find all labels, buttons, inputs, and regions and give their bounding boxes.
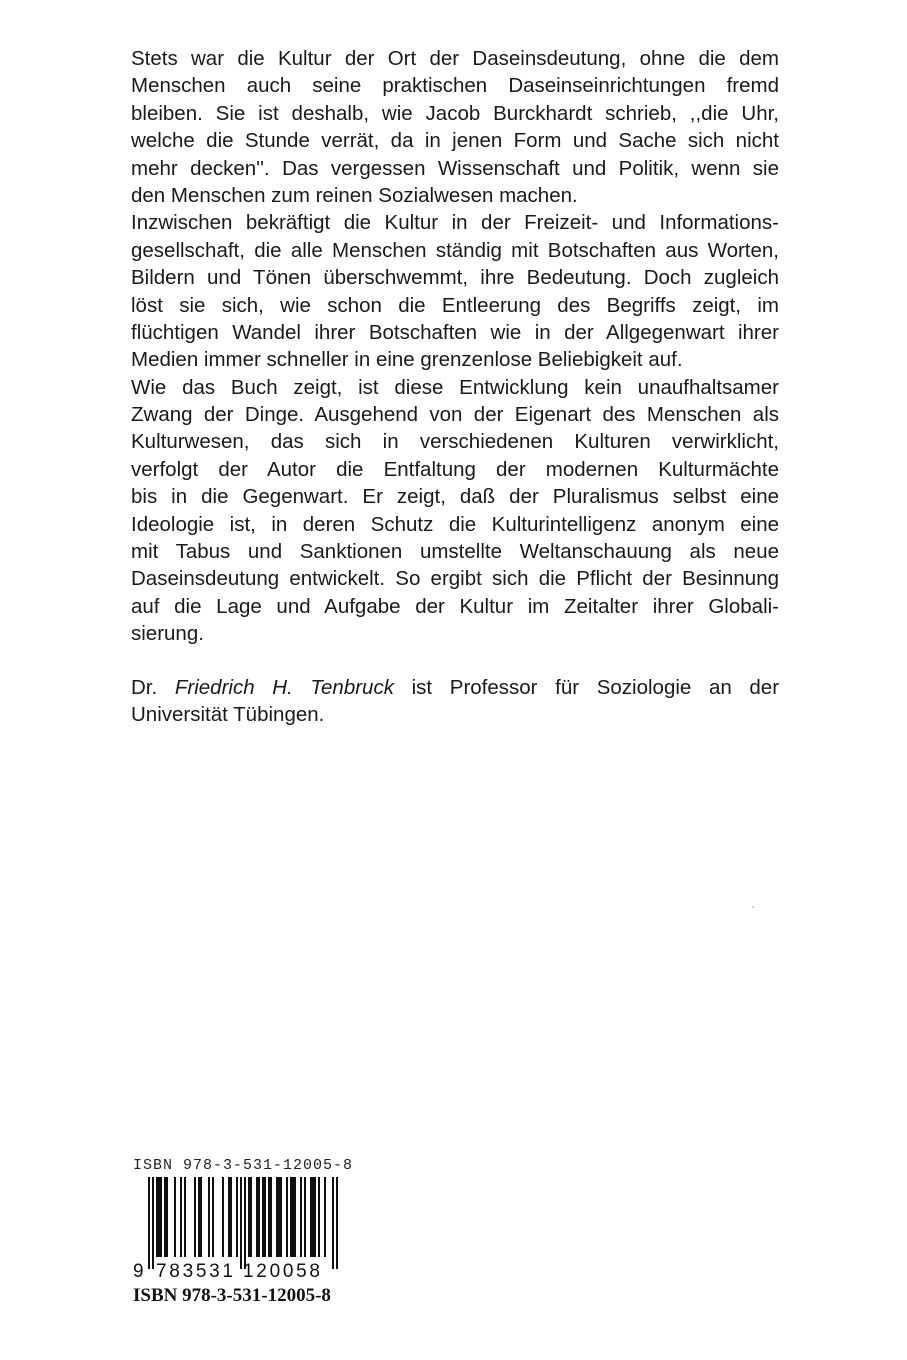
author-role: ist Professor für Soziologie an der bbox=[411, 675, 780, 699]
isbn-label-bottom: ISBN 978-3-531-12005-8 bbox=[133, 1285, 331, 1306]
blurb-line: verfolgt der Autor die Entfaltung der modernen Kulturmächte bbox=[131, 457, 779, 481]
barcode-bar bbox=[198, 1177, 200, 1257]
blurb-line: löst sie sich, wie schon die Entleerung des Begriffs zeigt, im bbox=[131, 293, 779, 317]
barcode-bar bbox=[270, 1177, 272, 1257]
blurb-line: den Menschen zum reinen Sozialwesen machen. bbox=[131, 183, 578, 207]
barcode-bar bbox=[156, 1177, 158, 1257]
barcode-bar bbox=[300, 1177, 302, 1257]
barcode-digits-right: 120058 bbox=[243, 1261, 320, 1281]
blurb-line: mehr decken''. Das vergessen Wissenschaft und Politik, wenn sie bbox=[131, 156, 779, 180]
blurb-line: auf die Lage und Aufgabe der Kultur im Zeitalter ihrer Globali- bbox=[131, 594, 779, 618]
barcode-bar bbox=[194, 1177, 196, 1257]
barcode-bar bbox=[278, 1177, 280, 1257]
barcode-digits-left: 783531 bbox=[156, 1261, 233, 1281]
author-name: Friedrich H. Tenbruck bbox=[174, 675, 394, 699]
barcode-bar bbox=[236, 1177, 238, 1257]
barcode-bar bbox=[248, 1177, 250, 1257]
blurb-line: Menschen auch seine praktischen Daseinseinrichtungen fremd bbox=[131, 74, 779, 98]
barcode-bar bbox=[180, 1177, 182, 1257]
barcode-bar bbox=[174, 1177, 176, 1257]
blurb-line: gesellschaft, die alle Menschen ständig mit Botschaften aus Worten, bbox=[131, 238, 779, 262]
barcode-bar bbox=[256, 1177, 258, 1257]
isbn-barcode-block bbox=[133, 1157, 373, 1317]
print-speck bbox=[752, 906, 754, 908]
barcode-bars bbox=[148, 1177, 338, 1269]
author-note bbox=[131, 674, 779, 729]
barcode-bar bbox=[158, 1177, 160, 1257]
barcode-bar bbox=[200, 1177, 202, 1257]
barcode-bar bbox=[314, 1177, 316, 1257]
barcode-bar bbox=[312, 1177, 314, 1257]
barcode-bar bbox=[240, 1177, 242, 1269]
blurb-line: Zwang der Dinge. Ausgehend von der Eigenart des Menschen als bbox=[131, 403, 779, 427]
author-prefix: Dr. bbox=[131, 675, 158, 699]
barcode-bar bbox=[262, 1177, 264, 1257]
barcode-bar bbox=[250, 1177, 252, 1257]
paragraph-spacer bbox=[131, 648, 779, 674]
barcode-bar bbox=[208, 1177, 210, 1257]
blurb-line: Wie das Buch zeigt, ist diese Entwicklung kein unaufhaltsamer bbox=[131, 375, 779, 399]
author-note-line-1 bbox=[131, 674, 779, 701]
barcode-bar bbox=[230, 1177, 232, 1257]
barcode-bar bbox=[276, 1177, 278, 1257]
barcode-bar bbox=[264, 1177, 266, 1257]
blurb-paragraph-2 bbox=[131, 209, 779, 373]
blurb-line: Daseinsdeutung entwickelt. So ergibt sich die Pflicht der Besinnung bbox=[131, 567, 779, 591]
barcode-bar bbox=[184, 1177, 186, 1257]
blurb-line: mit Tabus und Sanktionen umstellte Weltanschauung als neue bbox=[131, 540, 779, 564]
barcode-bar bbox=[164, 1177, 166, 1257]
blurb-line: sierung. bbox=[131, 622, 204, 646]
blurb-line: Inzwischen bekräftigt die Kultur in der Freizeit- und Informations- bbox=[131, 211, 779, 235]
barcode-bar bbox=[290, 1177, 292, 1257]
barcode-bar bbox=[228, 1177, 230, 1257]
barcode-graphic bbox=[133, 1177, 343, 1281]
barcode-bar bbox=[294, 1177, 296, 1257]
author-note-line-2: Universität Tübingen. bbox=[131, 702, 325, 726]
barcode-digit-first: 9 bbox=[133, 1261, 144, 1281]
isbn-label-top: ISBN 978-3-531-12005-8 bbox=[133, 1157, 354, 1174]
barcode-bar bbox=[286, 1177, 288, 1257]
blurb-line: Kulturwesen, das sich in verschiedenen Kulturen verwirklicht, bbox=[131, 430, 779, 454]
barcode-bar bbox=[258, 1177, 260, 1257]
barcode-bar bbox=[244, 1177, 246, 1269]
barcode-bar bbox=[304, 1177, 306, 1257]
barcode-bar bbox=[268, 1177, 270, 1257]
blurb-line: flüchtigen Wandel ihrer Botschaften wie in der Allgegenwart ihrer bbox=[131, 320, 779, 344]
barcode-bar bbox=[152, 1177, 154, 1269]
blurb-line: Bildern und Tönen überschwemmt, ihre Bedeutung. Doch zugleich bbox=[131, 266, 779, 290]
barcode-bar bbox=[148, 1177, 150, 1269]
blurb-line: Ideologie ist, in deren Schutz die Kulturintelligenz anonym eine bbox=[131, 512, 779, 536]
barcode-bar bbox=[160, 1177, 162, 1257]
barcode-bar bbox=[222, 1177, 224, 1257]
blurb-line: Medien immer schneller in eine grenzenlose Beliebigkeit auf. bbox=[131, 348, 683, 372]
barcode-bar bbox=[310, 1177, 312, 1257]
barcode-bar bbox=[292, 1177, 294, 1257]
barcode-bar bbox=[166, 1177, 168, 1257]
blurb-line: bleiben. Sie ist deshalb, wie Jacob Burckhardt schrieb, ,,die Uhr, bbox=[131, 101, 779, 125]
blurb-text bbox=[131, 45, 779, 728]
blurb-line: Stets war die Kultur der Ort der Daseinsdeutung, ohne die dem bbox=[131, 47, 779, 70]
barcode-bar bbox=[318, 1177, 320, 1257]
barcode-bar bbox=[336, 1177, 338, 1269]
blurb-line: bis in die Gegenwart. Er zeigt, daß der Pluralismus selbst eine bbox=[131, 485, 779, 509]
blurb-paragraph-1 bbox=[131, 45, 779, 209]
barcode-bar bbox=[280, 1177, 282, 1257]
blurb-paragraph-3 bbox=[131, 374, 779, 648]
barcode-bar bbox=[332, 1177, 334, 1269]
blurb-line: welche die Stunde verrät, da in jenen Form und Sache sich nicht bbox=[131, 129, 779, 153]
barcode-bar bbox=[212, 1177, 214, 1257]
barcode-bar bbox=[324, 1177, 326, 1257]
